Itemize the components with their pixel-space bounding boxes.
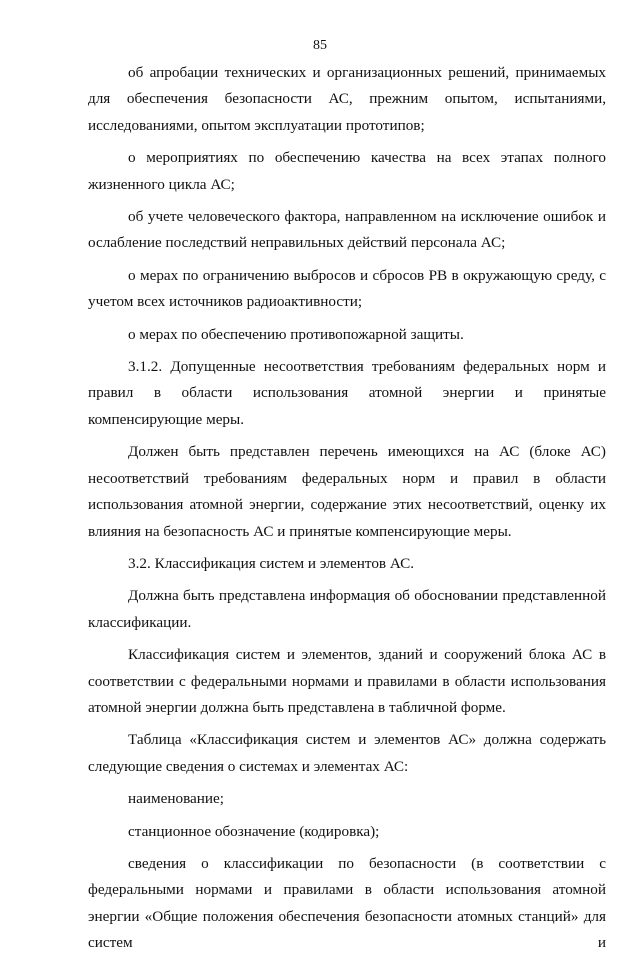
- list-item: наименование;: [128, 790, 224, 808]
- paragraph: Должен быть представлен перечень имеющихся на АС (блоке АС) несоответствий требованиям федеральных норм и правил в области использования атомной энергии, содержание этих несоответствий, оценку их влияния на безопасность АС и принятые компенсирующие меры.: [88, 443, 606, 540]
- section-heading: 3.2. Классификация систем и элементов АС.: [128, 554, 415, 572]
- list-item: станционное обозначение (кодировка);: [128, 822, 380, 840]
- paragraph: Классификация систем и элементов, зданий и сооружений блока АС в соответствии с федеральными нормами и правилами в области использования атомной энергии должна быть представлена в табличной форме.: [88, 646, 606, 716]
- paragraph: о мероприятиях по обеспечению качества на всех этапах полного жизненного цикла АС;: [88, 149, 606, 193]
- section-heading: 3.1.2. Допущенные несоответствия требованиям федеральных норм и правил в области использования атомной энергии и принятые компенсирующие меры.: [88, 358, 606, 428]
- paragraph: об апробации технических и организационных решений, принимаемых для обеспечения безопасности АС, прежним опытом, испытаниями, исследованиями, опытом эксплуатации прототипов;: [88, 64, 606, 134]
- paragraph: сведения о классификации по безопасности (в соответствии с федеральными нормами и правилами в области использования атомной энергии «Общие положения обеспечения безопасности атомных станций» для систем и: [88, 854, 606, 952]
- paragraph: о мерах по обеспечению противопожарной защиты.: [128, 325, 464, 343]
- paragraph: об учете человеческого фактора, направленном на исключение ошибок и ослабление последствий неправильных действий персонала АС;: [88, 208, 606, 252]
- paragraph: о мерах по ограничению выбросов и сбросов РВ в окружающую среду, с учетом всех источников радиоактивности;: [88, 266, 606, 311]
- page-number: 85: [313, 38, 327, 53]
- document-body: [88, 60, 606, 963]
- paragraph: Должна быть представлена информация об обосновании представленной классификации.: [88, 587, 606, 631]
- paragraph: Таблица «Классификация систем и элементов АС» должна содержать следующие сведения о системах и элементах АС:: [88, 731, 606, 775]
